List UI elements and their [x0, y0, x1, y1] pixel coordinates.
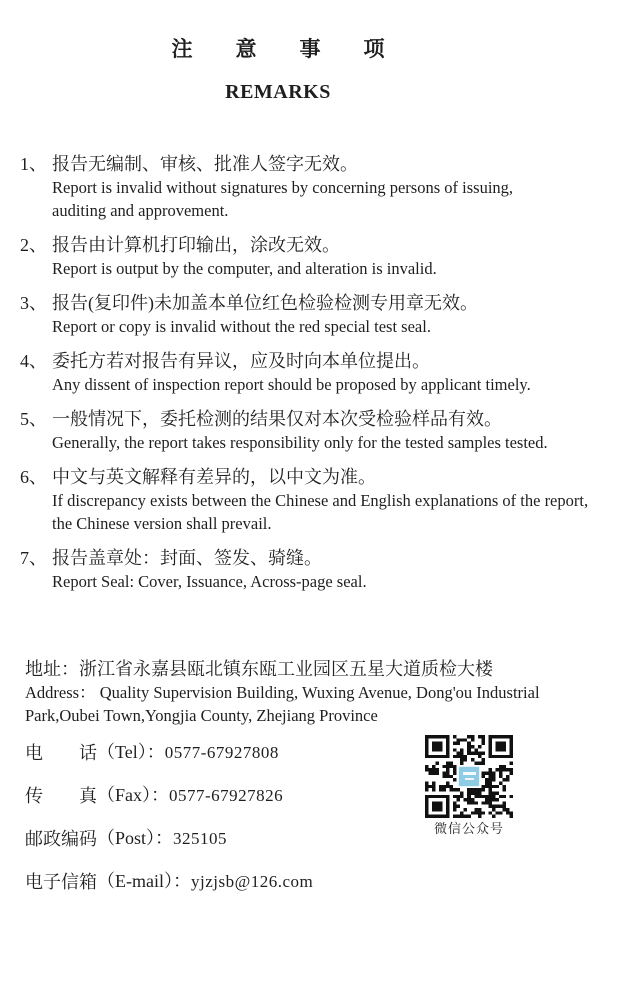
- item-text-en: Any dissent of inspection report should be proposed by applicant timely.: [52, 375, 531, 394]
- item-text-zh: 报告由计算机打印输出，涂改无效。: [52, 235, 340, 255]
- post-value: 325105: [173, 829, 228, 848]
- tel-value: 0577-67927808: [164, 743, 279, 762]
- remarks-list: [20, 153, 623, 593]
- item-text-en: Report is invalid without signatures by concerning persons of issuing, auditing and approvement.: [52, 178, 514, 220]
- page-header: [0, 0, 556, 103]
- remark-item-4: [20, 350, 623, 396]
- page-title-zh: 注意事项: [171, 37, 428, 61]
- item-number: 3、: [20, 293, 47, 313]
- item-number: 2、: [20, 235, 47, 255]
- contact-row-email: [25, 871, 623, 892]
- contact-row-post: [25, 828, 623, 849]
- qr-caption: 微信公众号: [433, 821, 504, 836]
- address-zh: 地址：浙江省永嘉县瓯北镇东瓯工业园区五星大道质检大楼: [25, 659, 493, 679]
- item-body: [52, 350, 607, 396]
- contact-row-tel: [25, 742, 623, 763]
- email-value: yjzjsb@126.com: [190, 872, 314, 891]
- item-text-en: Generally, the report takes responsibility only for the tested samples tested.: [52, 433, 548, 452]
- item-text-zh: 中文与英文解释有差异的，以中文为准。: [52, 467, 376, 487]
- item-text-zh: 报告(复印件)未加盖本单位红色检验检测专用章无效。: [52, 293, 478, 313]
- item-body: [52, 292, 607, 338]
- item-text-en: Report Seal: Cover, Issuance, Across-page seal.: [52, 572, 367, 591]
- item-number: 4、: [20, 351, 47, 371]
- item-number: 7、: [20, 548, 47, 568]
- contact-label-en: （Fax）：: [97, 785, 169, 805]
- item-text-zh: 一般情况下，委托检测的结果仅对本次受检验样品有效。: [52, 409, 502, 429]
- item-text-en: Report or copy is invalid without the red special test seal.: [52, 317, 431, 336]
- remark-item-3: [20, 292, 623, 338]
- item-body: [52, 234, 607, 280]
- contact-label-en: （Post）：: [97, 828, 174, 848]
- wechat-qr-code: [425, 735, 513, 818]
- item-number: 6、: [20, 467, 47, 487]
- remark-item-1: [20, 153, 623, 222]
- contact-row-fax: [25, 785, 623, 806]
- page-title-en: REMARKS: [225, 81, 331, 103]
- contact-label-zh: 邮政编码: [25, 829, 97, 849]
- contact-block: [25, 742, 623, 892]
- item-text-en: If discrepancy exists between the Chinese and English explanations of the report, the Chinese version shall prevail.: [52, 491, 589, 533]
- qr-center-logo-icon: [458, 766, 480, 787]
- contact-label-en: （Tel）：: [97, 742, 165, 762]
- item-text-en: Report is output by the computer, and alteration is invalid.: [52, 259, 437, 278]
- item-text-zh: 报告盖章处：封面、签发、骑缝。: [52, 548, 322, 568]
- item-body: [52, 466, 607, 535]
- contact-label-en: （E-mail）：: [97, 871, 191, 891]
- item-text-zh: 委托方若对报告有异议，应及时向本单位提出。: [52, 351, 430, 371]
- item-body: [52, 153, 552, 222]
- remark-item-6: [20, 466, 623, 535]
- contact-label-zh: 传真: [25, 786, 97, 806]
- item-text-zh: 报告无编制、审核、批准人签字无效。: [52, 154, 358, 174]
- wechat-qr-block: [425, 735, 513, 837]
- remark-item-7: [20, 547, 623, 593]
- item-body: [52, 408, 607, 454]
- item-number: 1、: [20, 154, 47, 174]
- contact-label-zh: 电子信箱: [25, 872, 97, 892]
- item-body: [52, 547, 607, 593]
- address-block: [25, 657, 585, 727]
- remark-item-5: [20, 408, 623, 454]
- address-en: Address： Quality Supervision Building, Wuxing Avenue, Dong'ou Industrial Park,Oubei Town,Yongjia County, Zhejiang Province: [25, 683, 540, 725]
- contact-label-zh: 电话: [25, 743, 97, 763]
- remark-item-2: [20, 234, 623, 280]
- item-number: 5、: [20, 409, 47, 429]
- fax-value: 0577-67927826: [169, 786, 284, 805]
